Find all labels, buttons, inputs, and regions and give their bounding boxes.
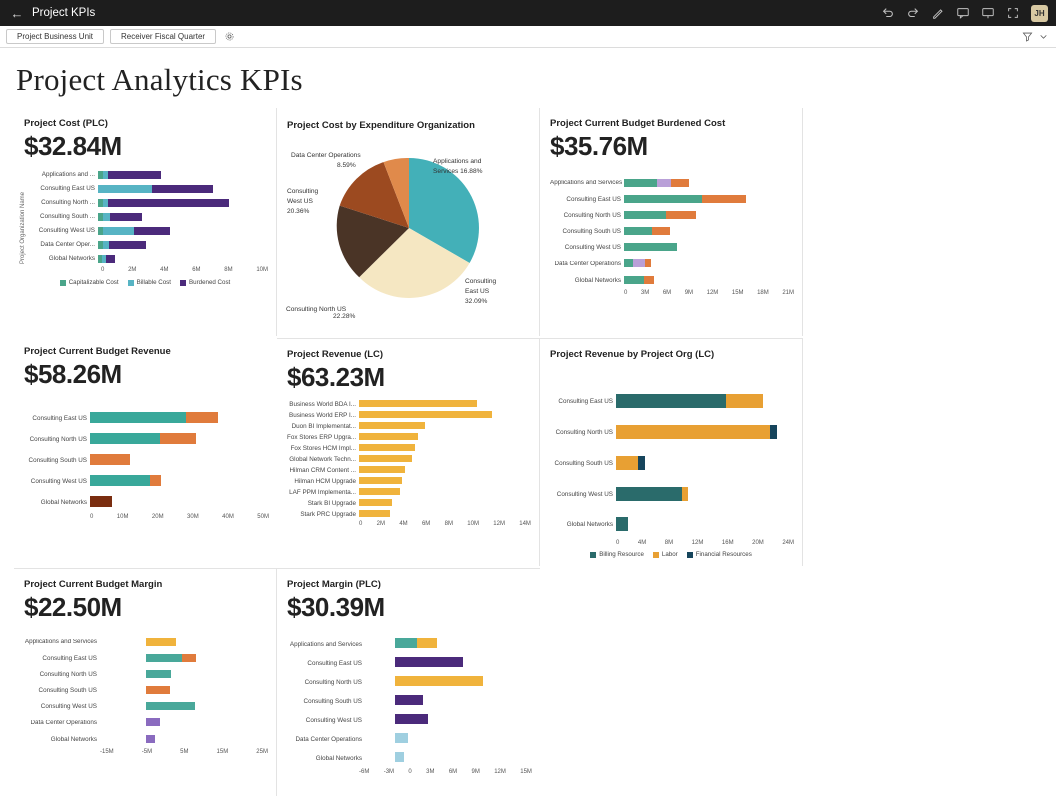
- kpi-value: $58.26M: [24, 359, 122, 389]
- table-row: Consulting East US: [287, 654, 532, 672]
- dashboard-page: [0, 62, 1056, 796]
- x-axis: 0 3M 6M 9M 12M 15M 18M 21M: [624, 290, 794, 296]
- avatar[interactable]: JH: [1031, 5, 1048, 22]
- card-title: Project Current Budget Margin: [24, 579, 163, 590]
- page-title-topbar: Project KPIs: [32, 7, 96, 19]
- card-current-budget-revenue: [14, 336, 277, 564]
- filter-bar-actions: [1022, 31, 1050, 42]
- table-row: Consulting West US: [24, 471, 269, 491]
- table-row: Consulting West US: [550, 240, 794, 255]
- x-axis: 0 4M 8M 12M 16M 20M 24M: [616, 540, 794, 546]
- pie-label-4: Consulting: [287, 188, 319, 195]
- card-current-budget-margin: [14, 568, 277, 796]
- pie-label-1: Applications and: [433, 158, 482, 165]
- table-row: Stark PRC Upgrade: [287, 509, 531, 519]
- table-row: Global Networks: [24, 492, 269, 512]
- card-project-cost-plc: [14, 108, 277, 336]
- table-row: Consulting North US: [24, 429, 269, 449]
- table-row: Consulting South US: [550, 224, 794, 239]
- chevron-down-icon[interactable]: [1039, 32, 1048, 41]
- bar-chart-project-margin-plc[interactable]: [285, 635, 532, 775]
- x-axis: 0 2M 4M 6M 8M 10M 12M 14M: [359, 521, 531, 527]
- card-revenue-by-project-org: [540, 338, 803, 566]
- table-row: Consulting East US: [36, 182, 268, 195]
- table-row: Duon BI Implementat...: [287, 421, 531, 431]
- filter-bar: [0, 26, 1056, 48]
- table-row: Global Network Techn...: [287, 454, 531, 464]
- comment-icon[interactable]: [956, 6, 970, 20]
- kpi-value: $35.76M: [550, 131, 648, 161]
- table-row: Data Center Operations: [24, 715, 268, 731]
- table-row: Consulting North ...: [36, 196, 268, 209]
- card-project-margin-plc: [277, 568, 540, 796]
- table-row: Global Networks: [36, 252, 268, 265]
- kpi-grid: [14, 108, 1042, 796]
- table-row: Global Networks: [24, 732, 268, 747]
- table-row: Hilman HCM Upgrade: [287, 476, 531, 486]
- bar-chart-project-revenue-lc[interactable]: [285, 399, 531, 527]
- x-axis: 0 2M 4M 6M 8M 10M: [101, 267, 268, 273]
- axis-title-y: Project Organization Name: [20, 191, 26, 265]
- pie-value-3: 22.28%: [333, 313, 356, 318]
- app-topbar: [0, 0, 1056, 26]
- kpi-value: $63.23M: [287, 362, 385, 392]
- kpi-value: $30.39M: [287, 592, 385, 622]
- card-title: Project Revenue (LC): [287, 349, 384, 360]
- gear-icon[interactable]: [224, 31, 235, 42]
- table-row: Applications and Services: [550, 176, 794, 191]
- card-title: Project Cost (PLC): [24, 118, 108, 129]
- table-row: Consulting North US: [24, 667, 268, 682]
- table-row: Consulting North US: [550, 208, 794, 223]
- table-row: Consulting West US: [36, 224, 268, 237]
- table-row: Data Center Operations: [287, 730, 532, 748]
- card-title: Project Cost by Expenditure Organization: [287, 120, 475, 131]
- table-row: Stark BI Upgrade: [287, 498, 531, 508]
- redo-icon[interactable]: [906, 6, 920, 20]
- card-current-budget-burdened-cost: [540, 108, 803, 336]
- table-row: Consulting North US: [550, 417, 794, 447]
- pie-label-0: Data Center Operations: [291, 152, 361, 159]
- table-row: Consulting North US: [287, 673, 532, 691]
- pie-label-2b: East US: [465, 288, 490, 295]
- pie-value-4: 20.36%: [287, 208, 310, 215]
- kpi-value: $32.84M: [24, 131, 122, 161]
- table-row: Consulting West US: [550, 479, 794, 509]
- bar-chart-cost-plc[interactable]: [34, 168, 268, 273]
- kpi-value: $22.50M: [24, 592, 122, 622]
- legend: Billing Resource Labor Financial Resources: [548, 551, 794, 558]
- table-row: Global Networks: [550, 273, 794, 288]
- card-project-cost-by-expenditure-org: [277, 108, 540, 336]
- topbar-actions: [881, 5, 1048, 22]
- table-row: Consulting East US: [550, 386, 794, 416]
- table-row: Consulting East US: [24, 651, 268, 666]
- filter-receiver-fiscal-quarter[interactable]: Receiver Fiscal Quarter: [110, 29, 216, 44]
- legend: Capitalizable Cost Billable Cost Burdened Cost: [22, 279, 268, 286]
- card-title: Project Current Budget Revenue: [24, 346, 171, 357]
- x-axis: -15M -5M 5M 15M 25M: [100, 749, 268, 755]
- table-row: Global Networks: [550, 510, 794, 538]
- table-row: Data Center Operations: [550, 256, 794, 272]
- table-row: Consulting South ...: [36, 210, 268, 223]
- pie-value-1: Services 16.88%: [433, 168, 483, 175]
- table-row: Fox Stores HCM Impl...: [287, 443, 531, 453]
- table-row: Consulting East US: [24, 408, 269, 428]
- fullscreen-icon[interactable]: [1006, 6, 1020, 20]
- table-row: Consulting South US: [287, 692, 532, 710]
- table-row: Applications and Services: [287, 635, 532, 653]
- x-axis: -6M -3M 0 3M 6M 9M 12M 15M: [359, 769, 532, 775]
- table-row: Consulting South US: [24, 450, 269, 470]
- table-row: Consulting South US: [550, 448, 794, 478]
- card-title: Project Margin (PLC): [287, 579, 381, 590]
- back-arrow-icon[interactable]: ←: [10, 5, 24, 21]
- card-title: Project Current Budget Burdened Cost: [550, 118, 726, 129]
- undo-icon[interactable]: [881, 6, 895, 20]
- x-axis: 0 10M 20M 30M 40M 50M: [90, 514, 269, 520]
- bar-chart-budget-revenue[interactable]: [22, 408, 269, 520]
- pie-chart-expenditure-org[interactable]: [285, 133, 533, 318]
- table-row: Applications and ...: [36, 168, 268, 181]
- pie-label-2: Consulting: [465, 278, 497, 285]
- table-row: Consulting East US: [550, 192, 794, 207]
- page-title: Project Analytics KPIs: [16, 62, 303, 97]
- table-row: Global Networks: [287, 749, 532, 767]
- table-row: LAF PPM Implementa...: [287, 487, 531, 497]
- filter-icon[interactable]: [1022, 31, 1033, 42]
- table-row: Consulting South US: [24, 683, 268, 698]
- present-icon[interactable]: [981, 6, 995, 20]
- table-row: Applications and Services: [24, 635, 268, 650]
- table-row: Consulting West US: [287, 711, 532, 729]
- table-row: Business World ERP I...: [287, 410, 531, 420]
- pie-label-4b: West US: [287, 198, 313, 205]
- card-title: Project Revenue by Project Org (LC): [550, 349, 715, 360]
- table-row: Fox Stores ERP Upgra...: [287, 432, 531, 442]
- card-project-revenue-lc: [277, 338, 540, 566]
- table-row: Business World BDA I...: [287, 399, 531, 409]
- pie-value-2: 32.09%: [465, 298, 488, 305]
- table-row: Consulting West US: [24, 699, 268, 714]
- filter-project-business-unit[interactable]: Project Business Unit: [6, 29, 104, 44]
- pie-label-3: Consulting North US: [286, 306, 347, 313]
- pie-value-0: 8.59%: [337, 162, 356, 169]
- bar-chart-budget-margin[interactable]: [22, 635, 268, 755]
- bar-chart-revenue-by-org[interactable]: [548, 386, 794, 546]
- edit-icon[interactable]: [931, 6, 945, 20]
- bar-chart-budget-burdened-cost[interactable]: [548, 176, 794, 296]
- table-row: Data Center Oper...: [36, 238, 268, 251]
- table-row: Hilman CRM Content ...: [287, 465, 531, 475]
